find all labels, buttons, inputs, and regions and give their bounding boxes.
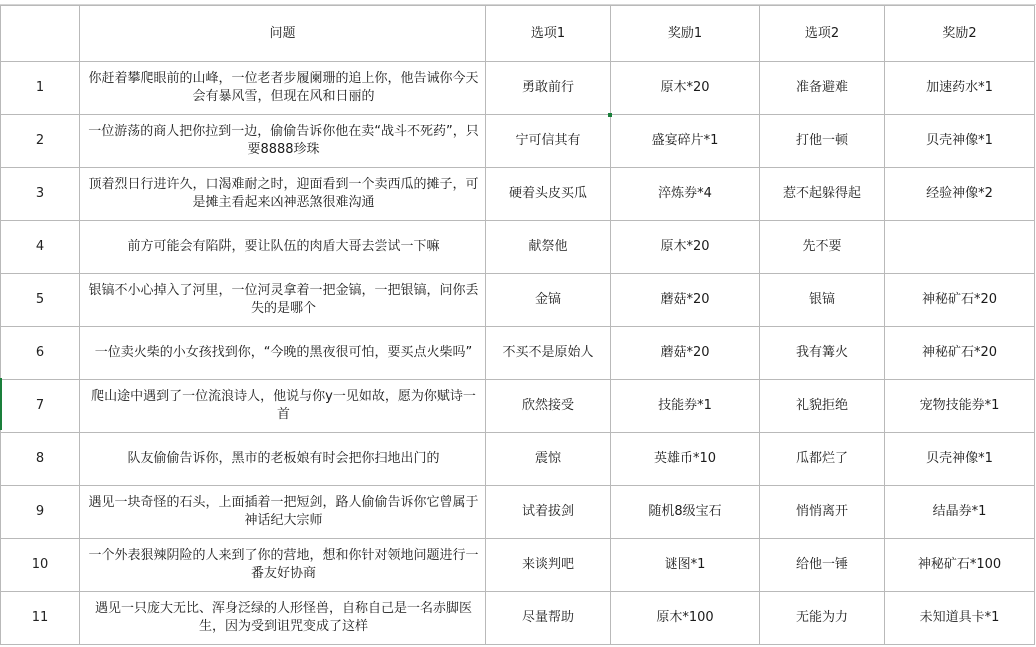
question-text: 遇见一块奇怪的石头，上面插着一把短剑，路人偷偷告诉你它曾属于神话纪大宗师	[88, 495, 479, 528]
reward1-cell[interactable]: 谜图*1	[611, 539, 760, 592]
question-cell[interactable]	[80, 168, 486, 221]
option2-cell[interactable]: 无能为力	[760, 592, 885, 645]
option2-cell[interactable]: 先不要	[760, 221, 885, 274]
question-text: 顶着烈日行进许久，口渴难耐之时，迎面看到一个卖西瓜的摊子，可是摊主看起来凶神恶煞很难沟通	[88, 177, 479, 210]
option1-cell[interactable]: 宁可信其有	[486, 115, 611, 168]
table-row	[1, 433, 1035, 486]
table-row	[1, 62, 1035, 115]
reward2-cell[interactable]: 加速药水*1	[885, 62, 1035, 115]
table-row	[1, 486, 1035, 539]
header-cell-rownum[interactable]	[1, 6, 80, 62]
question-text: 银镐不小心掉入了河里，一位河灵拿着一把金镐，一把银镐，问你丢失的是哪个	[88, 283, 479, 316]
question-text: 爬山途中遇到了一位流浪诗人，他说与你y一见如故，愿为你赋诗一首	[91, 389, 476, 422]
header-cell-option1[interactable]: 选项1	[486, 6, 611, 62]
option1-cell[interactable]: 来谈判吧	[486, 539, 611, 592]
option1-cell[interactable]: 尽量帮助	[486, 592, 611, 645]
option1-cell[interactable]: 震惊	[486, 433, 611, 486]
option1-cell[interactable]: 金镐	[486, 274, 611, 327]
table-row	[1, 115, 1035, 168]
rownum-cell[interactable]: 9	[1, 486, 80, 539]
option2-cell[interactable]: 礼貌拒绝	[760, 380, 885, 433]
rownum-cell[interactable]: 5	[1, 274, 80, 327]
question-cell[interactable]	[80, 274, 486, 327]
reward1-cell[interactable]: 蘑菇*20	[611, 327, 760, 380]
rownum-cell[interactable]: 6	[1, 327, 80, 380]
header-cell-option2[interactable]: 选项2	[760, 6, 885, 62]
table-row	[1, 168, 1035, 221]
option1-cell[interactable]: 欣然接受	[486, 380, 611, 433]
reward1-cell[interactable]: 技能券*1	[611, 380, 760, 433]
question-cell[interactable]	[80, 433, 486, 486]
reward1-cell[interactable]: 淬炼券*4	[611, 168, 760, 221]
rownum-cell[interactable]: 10	[1, 539, 80, 592]
rownum-cell[interactable]: 11	[1, 592, 80, 645]
reward1-cell[interactable]: 蘑菇*20	[611, 274, 760, 327]
question-text: 一位游荡的商人把你拉到一边，偷偷告诉你他在卖“战斗不死药”，只要8888珍珠	[88, 124, 479, 157]
table-row	[1, 539, 1035, 592]
option2-cell[interactable]: 我有篝火	[760, 327, 885, 380]
event-table	[0, 5, 1035, 645]
question-cell[interactable]	[80, 380, 486, 433]
header-row	[1, 6, 1035, 62]
reward1-cell[interactable]: 英雄币*10	[611, 433, 760, 486]
option1-cell[interactable]: 硬着头皮买瓜	[486, 168, 611, 221]
question-cell[interactable]	[80, 539, 486, 592]
table-row	[1, 327, 1035, 380]
header-cell-reward1[interactable]: 奖励1	[611, 6, 760, 62]
reward2-cell[interactable]: 神秘矿石*100	[885, 539, 1035, 592]
rownum-cell[interactable]: 3	[1, 168, 80, 221]
option1-cell[interactable]: 勇敢前行	[486, 62, 611, 115]
option2-cell[interactable]: 打他一顿	[760, 115, 885, 168]
question-cell[interactable]	[80, 221, 486, 274]
question-cell[interactable]	[80, 115, 486, 168]
question-text: 你赶着攀爬眼前的山峰，一位老者步履阑珊的追上你，他告诫你今天会有暴风雪，但现在风和日丽的	[88, 71, 479, 104]
header-cell-reward2[interactable]: 奖励2	[885, 6, 1035, 62]
reward2-cell[interactable]: 贝壳神像*1	[885, 433, 1035, 486]
table-row	[1, 221, 1035, 274]
question-cell[interactable]	[80, 592, 486, 645]
option2-cell[interactable]: 准备避难	[760, 62, 885, 115]
option1-cell[interactable]: 不买不是原始人	[486, 327, 611, 380]
reward1-cell[interactable]: 随机8级宝石	[611, 486, 760, 539]
reward2-cell[interactable]: 神秘矿石*20	[885, 327, 1035, 380]
reward1-cell[interactable]: 原木*20	[611, 221, 760, 274]
reward1-cell[interactable]: 原木*20	[611, 62, 760, 115]
reward2-cell[interactable]: 未知道具卡*1	[885, 592, 1035, 645]
header-cell-question[interactable]: 问题	[80, 6, 486, 62]
table-row	[1, 274, 1035, 327]
rownum-cell[interactable]: 8	[1, 433, 80, 486]
option1-cell[interactable]: 试着拔剑	[486, 486, 611, 539]
reward2-cell[interactable]: 贝壳神像*1	[885, 115, 1035, 168]
option2-cell[interactable]: 银镐	[760, 274, 885, 327]
reward2-cell[interactable]: 结晶券*1	[885, 486, 1035, 539]
option1-cell[interactable]: 献祭他	[486, 221, 611, 274]
rownum-cell[interactable]: 2	[1, 115, 80, 168]
reward2-cell[interactable]: 神秘矿石*20	[885, 274, 1035, 327]
question-cell[interactable]	[80, 486, 486, 539]
question-text: 前方可能会有陷阱，要让队伍的肉盾大哥去尝试一下嘛	[127, 239, 440, 254]
fill-handle-marker	[608, 113, 612, 117]
table-row	[1, 592, 1035, 645]
reward1-cell[interactable]: 盛宴碎片*1	[611, 115, 760, 168]
question-cell[interactable]	[80, 62, 486, 115]
question-cell[interactable]	[80, 327, 486, 380]
question-text: 遇见一只庞大无比、浑身泛绿的人形怪兽，自称自己是一名赤脚医生，因为受到诅咒变成了这样	[94, 601, 472, 634]
option2-cell[interactable]: 给他一锤	[760, 539, 885, 592]
question-text: 一位卖火柴的小女孩找到你，“今晚的黑夜很可怕，要买点火柴吗”	[94, 345, 473, 360]
reward2-cell[interactable]: 经验神像*2	[885, 168, 1035, 221]
question-text: 队友偷偷告诉你，黑市的老板娘有时会把你扫地出门的	[127, 451, 440, 466]
question-text: 一个外表狠辣阴险的人来到了你的营地，想和你针对领地问题进行一番友好协商	[88, 548, 479, 581]
selection-edge-marker	[0, 378, 2, 430]
option2-cell[interactable]: 惹不起躲得起	[760, 168, 885, 221]
rownum-cell[interactable]: 4	[1, 221, 80, 274]
rownum-cell[interactable]: 1	[1, 62, 80, 115]
option2-cell[interactable]: 悄悄离开	[760, 486, 885, 539]
table-row	[1, 380, 1035, 433]
reward2-cell[interactable]: 宠物技能券*1	[885, 380, 1035, 433]
option2-cell[interactable]: 瓜都烂了	[760, 433, 885, 486]
reward1-cell[interactable]: 原木*100	[611, 592, 760, 645]
reward2-cell[interactable]	[885, 221, 1035, 274]
rownum-cell[interactable]: 7	[1, 380, 80, 433]
